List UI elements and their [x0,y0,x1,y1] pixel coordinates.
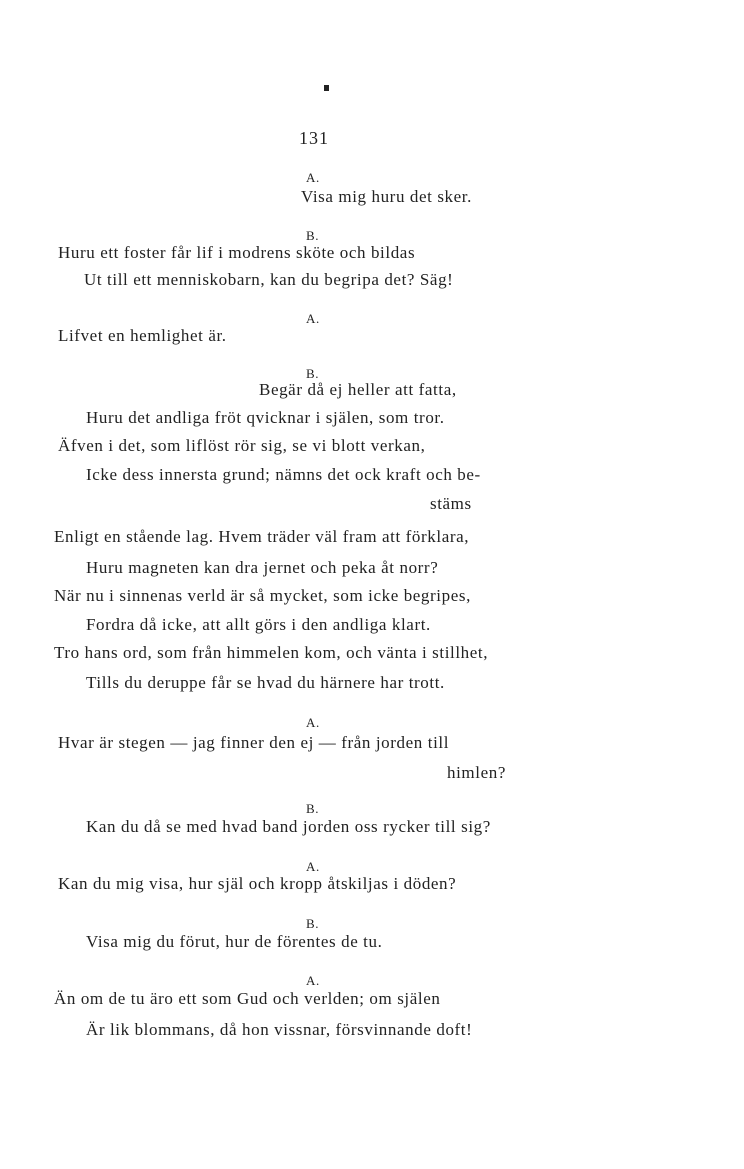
verse-line: Tills du deruppe får se hvad du härnere har trott. [86,673,445,692]
speaker-label: A. [306,311,320,326]
verse-line: Visa mig du förut, hur de förentes de tu. [86,932,383,951]
verse-line: Fordra då icke, att allt görs i den andliga klart. [86,615,431,634]
verse-line: När nu i sinnenas verld är så mycket, som icke begripes, [54,586,471,605]
verse-line: Huru magneten kan dra jernet och peka åt norr? [86,558,439,577]
verse-line: stäms [430,494,472,513]
verse-line: himlen? [447,763,506,782]
speaker-label: B. [306,916,320,931]
verse-line: Visa mig huru det sker. [301,187,472,206]
speaker-label: B. [306,228,320,243]
speaker-label: A. [306,170,320,185]
speaker-label: A. [306,859,320,874]
verse-line: Kan du mig visa, hur själ och kropp åtskiljas i döden? [58,874,457,893]
speaker-label: A. [306,715,320,730]
verse-line: Icke dess innersta grund; nämns det ock kraft och be- [86,465,481,484]
page-number: 131 [299,128,329,148]
speaker-label: B. [306,366,320,381]
verse-line: Än om de tu äro ett som Gud och verlden; om själen [54,989,441,1008]
verse-line: Är lik blommans, då hon vissnar, försvinnande doft! [86,1020,473,1039]
verse-line: Enligt en stående lag. Hvem träder väl fram att förklara, [54,527,470,546]
verse-line: Huru det andliga fröt qvicknar i själen, som tror. [86,408,445,427]
verse-line: Huru ett foster får lif i modrens sköte och bildas [58,243,416,262]
speaker-label: A. [306,973,320,988]
verse-line: Hvar är stegen — jag finner den ej — från jorden till [58,733,450,752]
speaker-label: B. [306,801,320,816]
ink-mark [324,85,329,91]
verse-line: Lifvet en hemlighet är. [58,326,227,345]
verse-line: Kan du då se med hvad band jorden oss rycker till sig? [86,817,491,836]
verse-line: Begär då ej heller att fatta, [259,380,457,399]
verse-line: Ut till ett menniskobarn, kan du begripa det? Säg! [84,270,454,289]
verse-line: Äfven i det, som liflöst rör sig, se vi blott verkan, [58,436,426,455]
verse-line: Tro hans ord, som från himmelen kom, och vänta i stillhet, [54,643,489,662]
